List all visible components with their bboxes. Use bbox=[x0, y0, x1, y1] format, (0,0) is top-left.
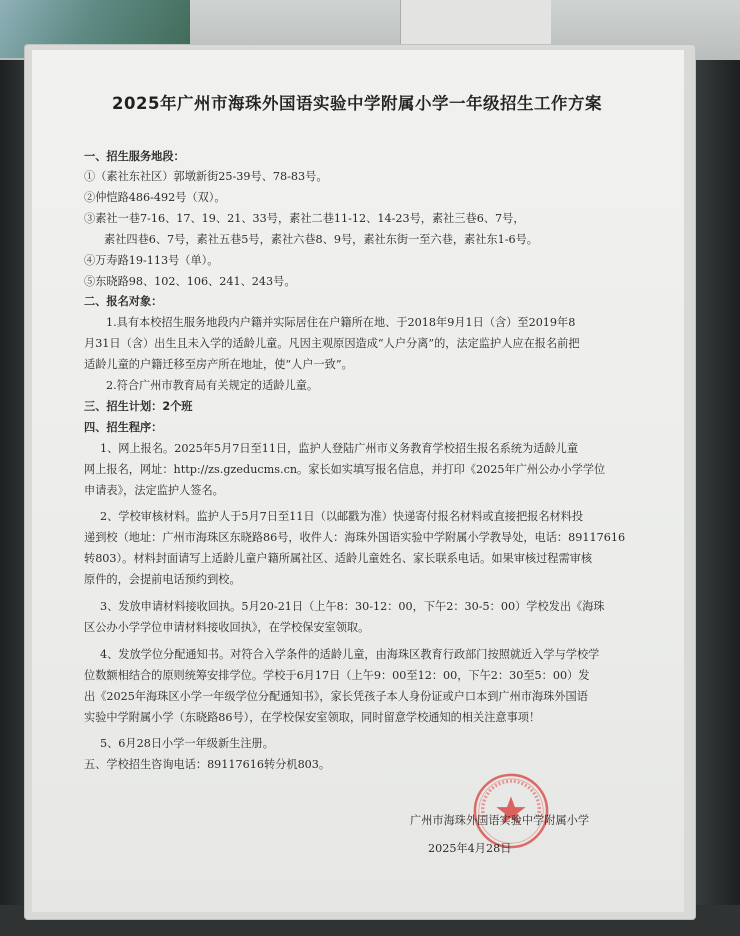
signature-date: 2025年4月28日 bbox=[428, 842, 512, 855]
text-line: 1、网上报名。2025年5月7日至11日，监护人登陆广州市义务教育学校招生报名系统为适龄儿童 bbox=[100, 442, 579, 455]
text-line: 出《2025年海珠区小学一年级学位分配通知书》，家长凭孩子本人身份证或户口本到广州市海珠外国语 bbox=[84, 690, 588, 703]
text-line: 区公办小学学位申请材料接收回执》，在学校保安室领取。 bbox=[84, 621, 370, 634]
text-line: 递到校（地址：广州市海珠区东晓路86号，收件人：海珠外国语实验中学附属小学教导处，电话：89117616 bbox=[84, 531, 626, 544]
background-panel bbox=[400, 0, 551, 44]
section-heading: 三、招生计划：2个班 bbox=[84, 400, 193, 413]
text-line: 4、发放学位分配通知书。对符合入学条件的适龄儿童，由海珠区教育行政部门按照就近入学与学校学 bbox=[100, 648, 600, 661]
text-line: ③素社一巷7-16、17、19、21、33号，素社二巷11-12、14-23号，素社三巷6、7号， bbox=[84, 212, 525, 225]
text-line: 五、学校招生咨询电话：89117616转分机803。 bbox=[84, 758, 331, 771]
text-line: 申请表》，法定监护人签名。 bbox=[84, 484, 224, 497]
document-title: 2025年广州市海珠外国语实验中学附属小学一年级招生工作方案 bbox=[112, 94, 602, 113]
text-line: 3、发放申请材料接收回执。5月20-21日（上午8：30-12：00，下午2：30-5：00）学校发出《海珠 bbox=[100, 600, 605, 613]
section-heading: 一、招生服务地段： bbox=[84, 150, 185, 163]
text-line: 5、6月28日小学一年级新生注册。 bbox=[100, 737, 274, 750]
section-heading: 四、招生程序： bbox=[84, 421, 163, 434]
text-line: 2.符合广州市教育局有关规定的适龄儿童。 bbox=[106, 379, 319, 392]
text-line: ④万寿路19-113号（单）。 bbox=[84, 254, 219, 267]
text-line: 月31日（含）出生且未入学的适龄儿童。凡因主观原因造成“人户分离”的，法定监护人应在报名前把 bbox=[84, 337, 580, 350]
text-line: ②仲恺路486-492号（双）。 bbox=[84, 191, 226, 204]
text-line: 转803）。材料封面请写上适龄儿童户籍所属社区、适龄儿童姓名、家长联系电话。如果审核过程需审核 bbox=[84, 552, 593, 565]
text-line: 2、学校审核材料。监护人于5月7日至11日（以邮戳为准）快递寄付报名材料或直接把报名材料投 bbox=[100, 510, 584, 523]
school-seal-icon bbox=[472, 772, 550, 850]
section-heading: 二、报名对象： bbox=[84, 295, 163, 308]
text-line: 网上报名，网址：http://zs.gzeducms.cn。家长如实填写报名信息，并打印《2025年广州公办小学学位 bbox=[84, 463, 606, 476]
signature-organization: 广州市海珠外国语实验中学附属小学 bbox=[410, 814, 590, 827]
text-line: 原件的，会提前电话预约到校。 bbox=[84, 573, 241, 586]
text-line: 实验中学附属小学（东晓路86号），在学校保安室领取，同时留意学校通知的相关注意事项！ bbox=[84, 711, 541, 724]
background-right bbox=[690, 60, 740, 936]
text-line: 素社四巷6、7号，素社五巷5号，素社六巷8、9号，素社东街一至六巷，素社东1-6号。 bbox=[104, 233, 538, 246]
notice-document bbox=[44, 64, 670, 904]
text-line: ①（素社东社区）郭墩新街25-39号、78-83号。 bbox=[84, 170, 328, 183]
text-line: 适龄儿童的户籍迁移至房产所在地址，使“人户一致”。 bbox=[84, 358, 353, 371]
text-line: 1.具有本校招生服务地段内户籍并实际居住在户籍所在地、于2018年9月1日（含）至2019年8 bbox=[106, 316, 576, 329]
text-line: ⑤东晓路98、102、106、241、243号。 bbox=[84, 275, 296, 288]
text-line: 位数额相结合的原则统筹安排学位。学校于6月17日（上午9：00至12：00，下午2：30至5：00）发 bbox=[84, 669, 590, 682]
